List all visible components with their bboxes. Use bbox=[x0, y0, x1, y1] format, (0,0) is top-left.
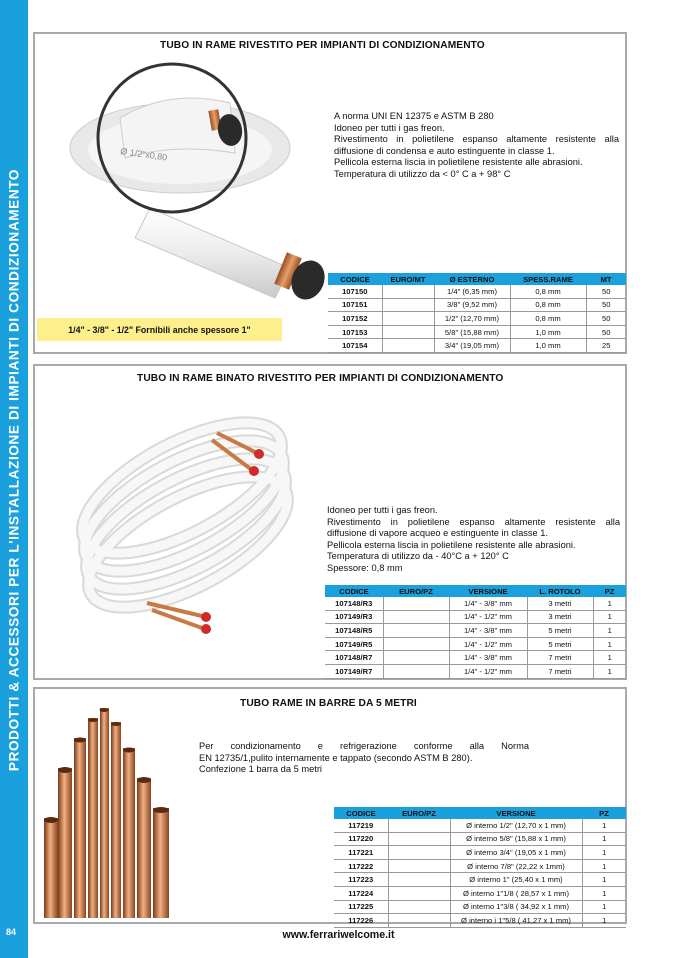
cell: 1,0 mm bbox=[510, 325, 586, 339]
cell bbox=[383, 597, 449, 610]
cell: 7 metri bbox=[527, 664, 593, 678]
table-row bbox=[334, 914, 626, 928]
desc-line: Confezione 1 barra da 5 metri bbox=[199, 764, 322, 775]
col-header: SPESS.RAME bbox=[510, 273, 586, 285]
cell: 1 bbox=[582, 873, 626, 887]
col-header: MT bbox=[586, 273, 626, 285]
desc-line: Pellicola esterna liscia in polietilene resistente alle abrasioni. bbox=[334, 157, 583, 168]
table-row bbox=[328, 298, 626, 312]
cell bbox=[388, 900, 450, 914]
cell: 3/8" (9,52 mm) bbox=[434, 298, 510, 312]
cell: 1 bbox=[582, 832, 626, 846]
table-row bbox=[325, 610, 626, 624]
col-header: CODICE bbox=[325, 585, 383, 597]
page-number: 84 bbox=[6, 927, 17, 937]
cell: 1/4" - 1/2" mm bbox=[449, 637, 527, 651]
col-header: Ø ESTERNO bbox=[434, 273, 510, 285]
cell: 50 bbox=[586, 312, 626, 326]
cell: Ø interno 1"3/8 ( 34,92 x 1 mm) bbox=[450, 900, 582, 914]
desc-line: diffusione di condensa e auto estinguente in classe 1. bbox=[334, 145, 555, 156]
table-row bbox=[325, 664, 626, 678]
col-header: PZ bbox=[593, 585, 626, 597]
cell: 1 bbox=[582, 846, 626, 860]
cell: 5/8" (15,88 mm) bbox=[434, 325, 510, 339]
cell: 1 bbox=[593, 664, 626, 678]
cell bbox=[383, 637, 449, 651]
cell: 107148/R7 bbox=[325, 651, 383, 665]
cell: 3 metri bbox=[527, 610, 593, 624]
cell: 1,0 mm bbox=[510, 339, 586, 353]
table-row bbox=[334, 900, 626, 914]
cell: 25 bbox=[586, 339, 626, 353]
cell: Ø interno 7/8" (22,22 x 1mm) bbox=[450, 859, 582, 873]
cell: 1 bbox=[582, 900, 626, 914]
table-row bbox=[328, 312, 626, 326]
cell: 1/4" - 3/8" mm bbox=[449, 624, 527, 638]
cell: Ø interno 3/4" (19,05 x 1 mm) bbox=[450, 846, 582, 860]
cell bbox=[388, 832, 450, 846]
cell: 107149/R5 bbox=[325, 637, 383, 651]
table-row bbox=[328, 285, 626, 298]
table-row bbox=[325, 637, 626, 651]
cell bbox=[388, 819, 450, 832]
table-row bbox=[325, 651, 626, 665]
cell: 1 bbox=[582, 859, 626, 873]
section2-table bbox=[325, 585, 626, 679]
cell: 107151 bbox=[328, 298, 382, 312]
desc-line: Temperatura di utilizzo da - 40°C a + 120° C bbox=[327, 551, 509, 562]
cell: Ø interno 1"1/8 ( 28,57 x 1 mm) bbox=[450, 886, 582, 900]
cell: 1/4" - 3/8" mm bbox=[449, 597, 527, 610]
section3-title: TUBO RAME IN BARRE DA 5 METRI bbox=[240, 698, 417, 709]
col-header: EURO/PZ bbox=[388, 807, 450, 819]
col-header: EURO/MT bbox=[382, 273, 434, 285]
desc-line: Temperatura di utilizzo da < 0° C a + 98° C bbox=[334, 168, 511, 179]
col-header: VERSIONE bbox=[449, 585, 527, 597]
cell: 1 bbox=[593, 637, 626, 651]
desc-line: Idoneo per tutti i gas freon. bbox=[334, 122, 445, 133]
sidebar bbox=[0, 0, 28, 958]
table-row bbox=[334, 886, 626, 900]
table-row bbox=[334, 819, 626, 832]
section2-description bbox=[327, 505, 620, 575]
cell: 117221 bbox=[334, 846, 388, 860]
section1-title: TUBO IN RAME RIVESTITO PER IMPIANTI DI CONDIZIONAMENTO bbox=[160, 40, 485, 51]
cell: 1 bbox=[582, 914, 626, 928]
section3-description bbox=[199, 741, 529, 776]
desc-line: A norma UNI EN 12375 e ASTM B 280 bbox=[334, 111, 494, 121]
cell: 50 bbox=[586, 298, 626, 312]
cell: 0,8 mm bbox=[510, 298, 586, 312]
cell: 0,8 mm bbox=[510, 312, 586, 326]
table-row bbox=[328, 325, 626, 339]
cell: 1 bbox=[593, 597, 626, 610]
cell bbox=[383, 651, 449, 665]
cell: 1/2" (12,70 mm) bbox=[434, 312, 510, 326]
desc-line: diffusione di vapore acqueo e estinguente in classe 1. bbox=[327, 528, 549, 539]
cell: 1/4" (6,35 mm) bbox=[434, 285, 510, 298]
cell: Ø interno 1/2" (12,70 x 1 mm) bbox=[450, 819, 582, 832]
cell bbox=[388, 873, 450, 887]
cell: 1 bbox=[582, 886, 626, 900]
table-header bbox=[328, 273, 626, 285]
desc-line: EN 12735/1,pulito internamente e tappato (secondo ASTM B 280). bbox=[199, 752, 473, 763]
cell: 117226 bbox=[334, 914, 388, 928]
cell bbox=[382, 298, 434, 312]
col-header: VERSIONE bbox=[450, 807, 582, 819]
cell: 1/4" - 3/8" mm bbox=[449, 651, 527, 665]
cell: 3/4" (19,05 mm) bbox=[434, 339, 510, 353]
desc-line: Idoneo per tutti i gas freon. bbox=[327, 505, 438, 515]
cell bbox=[382, 312, 434, 326]
cell: 117224 bbox=[334, 886, 388, 900]
cell: 117222 bbox=[334, 859, 388, 873]
table-header bbox=[334, 807, 626, 819]
cell: 1 bbox=[593, 651, 626, 665]
desc-line: Rivestimento in polietilene espanso altamente resistente alla bbox=[334, 134, 619, 145]
twin-tube-coil-photo bbox=[52, 378, 322, 648]
desc-line: Per condizionamento e refrigerazione conforme alla Norma bbox=[199, 741, 529, 751]
section1-description bbox=[334, 111, 619, 181]
cell: 117223 bbox=[334, 873, 388, 887]
cell: 50 bbox=[586, 285, 626, 298]
cell: 107148/R5 bbox=[325, 624, 383, 638]
cell: 107154 bbox=[328, 339, 382, 353]
cell: 117220 bbox=[334, 832, 388, 846]
cell: 1/4" - 1/2" mm bbox=[449, 610, 527, 624]
section1-table bbox=[328, 273, 626, 353]
cell: 3 metri bbox=[527, 597, 593, 610]
cell: 117219 bbox=[334, 819, 388, 832]
cell: 50 bbox=[586, 325, 626, 339]
cell: 107149/R3 bbox=[325, 610, 383, 624]
cell: 107150 bbox=[328, 285, 382, 298]
cell: 107153 bbox=[328, 325, 382, 339]
cell bbox=[388, 859, 450, 873]
cell: 117225 bbox=[334, 900, 388, 914]
cell: 1 bbox=[582, 819, 626, 832]
col-header: EURO/PZ bbox=[383, 585, 449, 597]
cell bbox=[388, 886, 450, 900]
cell bbox=[382, 325, 434, 339]
svg-text:Ø 1/2"x0,80: Ø 1/2"x0,80 bbox=[119, 146, 168, 163]
cell: 5 metri bbox=[527, 624, 593, 638]
cell bbox=[382, 285, 434, 298]
sidebar-title: PRODOTTI & ACCESSORI PER L'INSTALLAZIONE DI IMPIANTI DI CONDIZIONAMENTO bbox=[6, 168, 22, 772]
table-row bbox=[325, 624, 626, 638]
cell: 1 bbox=[593, 610, 626, 624]
col-header: CODICE bbox=[334, 807, 388, 819]
cell: 107149/R7 bbox=[325, 664, 383, 678]
copper-bars-photo bbox=[36, 708, 196, 923]
cell bbox=[383, 610, 449, 624]
cell: Ø interno 5/8" (15,88 x 1 mm) bbox=[450, 832, 582, 846]
table-row bbox=[334, 832, 626, 846]
desc-line: Rivestimento in polietilene espanso altamente resistente alla bbox=[327, 516, 620, 527]
table-row bbox=[328, 339, 626, 353]
cell bbox=[388, 914, 450, 928]
cell: 7 metri bbox=[527, 651, 593, 665]
cell bbox=[383, 664, 449, 678]
table-row bbox=[334, 859, 626, 873]
sizes-note: 1/4" - 3/8" - 1/2" Fornibili anche spessore 1" bbox=[37, 318, 282, 341]
section3-table bbox=[334, 807, 626, 928]
cell bbox=[382, 339, 434, 353]
desc-line: Spessore: 0,8 mm bbox=[327, 562, 403, 573]
desc-line: Pellicola esterna liscia in polietilene resistente alle abrasioni. bbox=[327, 539, 576, 550]
section2-title: TUBO IN RAME BINATO RIVESTITO PER IMPIANTI DI CONDIZIONAMENTO bbox=[137, 373, 504, 384]
cell bbox=[388, 846, 450, 860]
cell bbox=[383, 624, 449, 638]
table-row bbox=[334, 873, 626, 887]
cell: Ø interno 1" (25,40 x 1 mm) bbox=[450, 873, 582, 887]
col-header: PZ bbox=[582, 807, 626, 819]
cell: 0,8 mm bbox=[510, 285, 586, 298]
table-row bbox=[334, 846, 626, 860]
table-header bbox=[325, 585, 626, 597]
cell: 5 metri bbox=[527, 637, 593, 651]
col-header: CODICE bbox=[328, 273, 382, 285]
cell: 107152 bbox=[328, 312, 382, 326]
cell: 1/4" - 1/2" mm bbox=[449, 664, 527, 678]
cell: Ø interno i 1"5/8 ( 41,27 x 1 mm) bbox=[450, 914, 582, 928]
cell: 107148/R3 bbox=[325, 597, 383, 610]
table-row bbox=[325, 597, 626, 610]
coated-tube-photo bbox=[60, 58, 330, 308]
col-header: L. ROTOLO bbox=[527, 585, 593, 597]
cell: 1 bbox=[593, 624, 626, 638]
footer-url[interactable]: www.ferrariwelcome.it bbox=[282, 929, 395, 941]
